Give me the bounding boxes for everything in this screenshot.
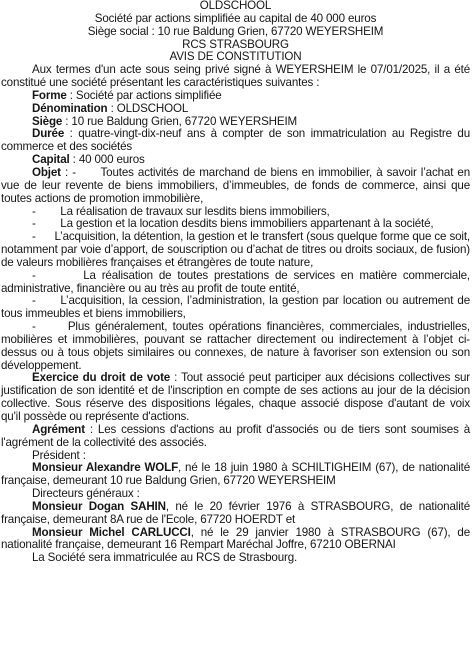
duree-field [1, 128, 470, 154]
agrement-field [1, 424, 470, 450]
directeur-name: Monsieur Michel CARLUCCI [32, 525, 191, 539]
president-field [1, 462, 470, 488]
denomination-value: : OLDSCHOOL [107, 101, 189, 115]
objet-item: - La réalisation de travaux sur lesdits biens immobiliers, [32, 204, 330, 218]
capital-value: : 40 000 euros [69, 153, 145, 167]
directeur-name: Monsieur Dogan SAHIN [32, 499, 166, 513]
rcs: RCS STRASBOURG [182, 37, 289, 51]
siege-label: Siège [32, 114, 63, 128]
forme-value: : Société par actions simplifiée [66, 88, 222, 102]
forme-label: Forme [32, 88, 67, 102]
objet-item: - L’acquisition, la détention, la gestion et le transfert (sous quelque forme que ce soit, notamment par voie d’apport, de souscription ou d’achat de titres ou droits sociaux, de fusion) de valeurs mobilières françaises et étrangères de toute nature, [1, 230, 473, 269]
directeur-details: , né le 29 janvier 1980 à STRASBOURG (67), de nationalité française, demeurant 16 Rempart Maréchal Joffre, 67210 OBERNAI [1, 525, 470, 552]
directeur-field [1, 501, 470, 527]
objet-item: - L’acquisition, la cession, l’administration, la gestion par location ou autrement de tous immeubles et biens immobiliers, [1, 294, 473, 321]
registered-office: Siège social : 10 rue Baldung Grien, 67720 WEYERSHEIM [87, 24, 384, 38]
closing-statement: La Société sera immatriculée au RCS de Strasbourg. [32, 551, 298, 565]
objet-item: - La gestion et la location desdits biens immobiliers appartenant à la société, [32, 217, 434, 231]
notice-title: AVIS DE CONSTITUTION [169, 50, 302, 64]
directeur-details: , né le 20 février 1976 à STRASBOURG, de nationalité française, demeurant 8A rue de l'Ecole, 67720 HOERDT et [1, 499, 470, 526]
president-name: Monsieur Alexandre WOLF [32, 461, 179, 475]
denomination-label: Dénomination [32, 101, 108, 115]
objet-item: - La réalisation de toutes prestations de services en matière commerciale, administrative, financière ou au très au profit de toute entité, [1, 268, 473, 295]
directeur-field [1, 527, 470, 553]
agrement-value: : Les cessions d'actions au profit d'associés ou de tiers sont soumises à l'agrément de la collectivité des associés. [1, 422, 470, 449]
directeurs-heading: Directeurs généraux : [32, 487, 140, 501]
vote-field [1, 372, 470, 423]
intro-paragraph: Aux termes d'un acte sous seing privé signé à WEYERSHEIM le 07/01/2025, il a été constitué une société présentant les caractéristiques suivantes : [1, 63, 470, 90]
duree-label: Durée [32, 127, 65, 141]
siege-value: : 10 rue Baldung Grien, 67720 WEYERSHEIM [62, 114, 298, 128]
objet-value: : - Toutes activités de marchand de biens en immobilier, à savoir l’achat en vue de leur revente de biens immobiliers, d’immeubles, de fonds de commerce, ainsi que toutes actions de promotion immobilière, [1, 165, 473, 205]
president-details: , né le 18 juin 1980 à SCHILTIGHEIM (67), de nationalité française, demeurant 10 rue Baldung Grien, 67720 WEYERSHEIM [1, 461, 470, 488]
company-name: OLDSCHOOL [199, 0, 272, 12]
vote-label: Exercice du droit de vote [32, 371, 171, 385]
capital-label: Capital [32, 153, 70, 167]
objet-field [1, 165, 473, 206]
president-heading: Président : [32, 448, 86, 462]
duree-value: : quatre-vingt-dix-neuf ans à compter de son immatriculation au Registre du commerce et des sociétés [1, 127, 470, 154]
company-type: Société par actions simplifiée au capital de 40 000 euros [94, 11, 377, 25]
objet-label: Objet [32, 165, 61, 179]
objet-item: - Plus généralement, toutes opérations financières, commerciales, industrielles, mobilières et immobilières, pouvant se rattacher directement ou indirectement à l’objet ci-dessus ou à tous objets similaires ou connexes, de nature à favoriser son extension ou son développement. [1, 320, 473, 372]
vote-value: : Tout associé peut participer aux décisions collectives sur justification de son identité et de l'inscription en compte de ses actions au jour de la décision collective. Sous réserve des dispositions légales, chaque associé dispose d'autant de voix qu'il possède ou représente d'actions. [1, 371, 470, 423]
agrement-label: Agrément [32, 422, 85, 436]
